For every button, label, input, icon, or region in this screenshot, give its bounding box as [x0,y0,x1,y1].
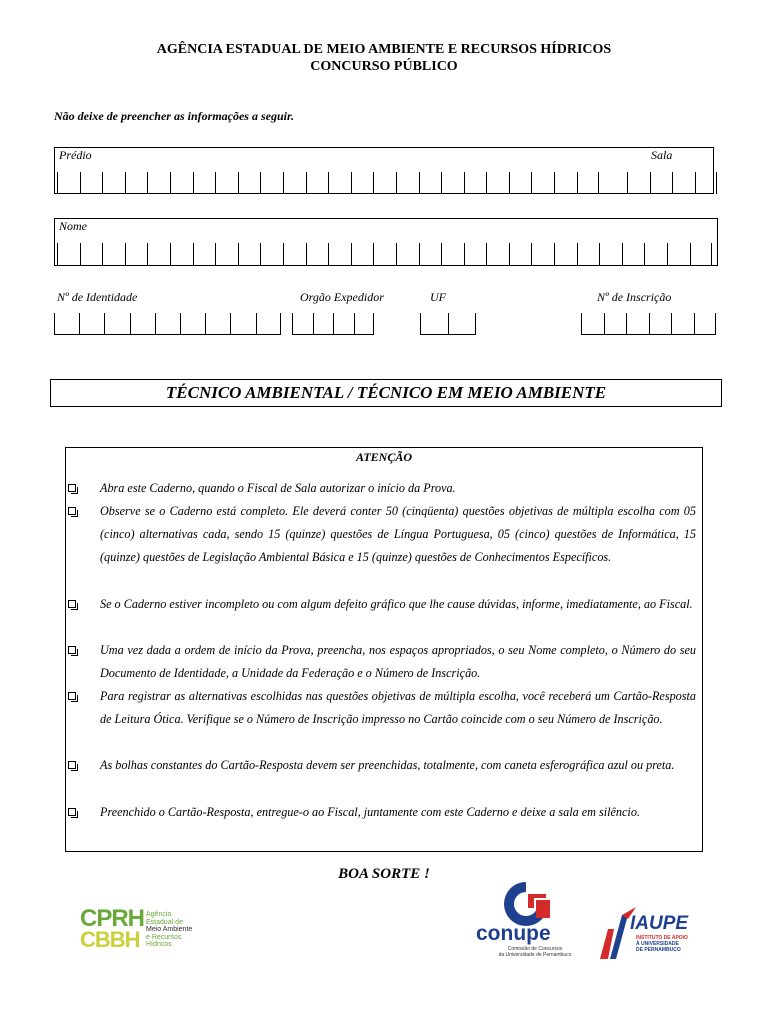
cprh-tagline: Agência Estadual de Meio Ambiente e Recursos Hídricos [146,911,193,948]
conupe-logo-text: conupe [476,922,551,945]
char-cell[interactable] [627,172,650,194]
char-cell[interactable] [260,172,283,194]
char-cell[interactable] [396,172,419,194]
predio-field[interactable] [57,172,599,194]
char-cell[interactable] [102,172,125,194]
char-cell[interactable] [695,172,718,194]
char-cell[interactable] [283,243,306,265]
cprh-logo [80,905,195,965]
iaupe-logo-text: IAUPE [630,913,689,934]
sala-field[interactable] [627,172,717,194]
char-cell[interactable] [57,172,80,194]
char-cell[interactable] [205,313,230,335]
char-cell[interactable] [667,243,690,265]
list-item: Uma vez dada a ordem de início da Prova, preencha, nos espaços apropriados, o seu Nome completo, o Número do seu Documento de Identidade, a Unidade da Federação e o Número de Inscrição. [68,639,696,685]
char-cell[interactable] [328,243,351,265]
char-cell[interactable] [441,172,464,194]
char-cell[interactable] [644,243,667,265]
char-cell[interactable] [509,172,532,194]
char-cell[interactable] [147,243,170,265]
header-subtitle: CONCURSO PÚBLICO [310,59,458,74]
char-cell[interactable] [531,243,554,265]
conupe-logo [474,878,588,962]
char-cell[interactable] [509,243,532,265]
inscricao-label: Nº de Inscrição [597,290,672,304]
list-item: Observe se o Caderno está completo. Ele deverá conter 50 (cinqüenta) questões objetivas de múltipla escolha com 05 (cinco) alternativas cada, sendo 15 (quinze) questões de Língua Portuguesa, 05 (cinco) questões de Informática, 15 (quinze) questões de Legislação Ambiental Básica e 15 (quinze) questões de Conhecimentos Específicos. [68,500,696,569]
char-cell[interactable] [577,243,600,265]
char-cell[interactable] [531,172,554,194]
orgao-field[interactable] [292,313,374,335]
char-cell[interactable] [104,313,129,335]
list-item: Se o Caderno estiver incompleto ou com algum defeito gráfico que lhe cause dúvidas, informe, imediatamente, ao Fiscal. [68,593,696,616]
inscricao-field[interactable] [581,313,716,335]
char-cell[interactable] [581,313,604,335]
char-cell[interactable] [193,243,216,265]
char-cell[interactable] [396,243,419,265]
char-cell[interactable] [193,172,216,194]
char-cell[interactable] [354,313,375,335]
char-cell[interactable] [694,313,717,335]
checkbox-bullet-icon [68,484,76,492]
list-item: As bolhas constantes do Cartão-Resposta devem ser preenchidas, totalmente, com caneta esferográfica azul ou preta. [68,754,696,777]
list-item: Preenchido o Cartão-Resposta, entregue-o ao Fiscal, juntamente com este Caderno e deixe a sala em silêncio. [68,801,696,824]
char-cell[interactable] [690,243,713,265]
char-cell[interactable] [306,243,329,265]
char-cell[interactable] [464,172,487,194]
iaupe-caption: INSTITUTO DE APOIO À UNIVERSIDADE DE PERNAMBUCO [636,935,688,953]
char-cell[interactable] [649,313,672,335]
char-cell[interactable] [554,172,577,194]
char-cell[interactable] [147,172,170,194]
checkbox-bullet-icon [68,507,76,515]
identidade-field[interactable] [54,313,281,335]
uf-field[interactable] [420,313,476,335]
char-cell[interactable] [554,243,577,265]
nome-field[interactable] [57,243,712,265]
checkbox-bullet-icon [68,600,76,608]
exam-title-banner: TÉCNICO AMBIENTAL / TÉCNICO EM MEIO AMBIENTE [50,379,722,407]
char-cell[interactable] [256,313,281,335]
checkbox-bullet-icon [68,761,76,769]
char-cell[interactable] [80,172,103,194]
char-cell[interactable] [420,313,448,335]
char-cell[interactable] [306,172,329,194]
char-cell[interactable] [180,313,205,335]
char-cell[interactable] [215,172,238,194]
char-cell[interactable] [672,172,695,194]
char-cell[interactable] [80,243,103,265]
predio-label: Prédio [59,148,92,162]
char-cell[interactable] [351,172,374,194]
char-cell[interactable] [419,243,442,265]
char-cell[interactable] [577,172,600,194]
sala-label: Sala [651,148,673,162]
char-cell[interactable] [599,243,622,265]
char-cell[interactable] [57,243,80,265]
checkbox-bullet-icon [68,808,76,816]
char-cell[interactable] [130,313,155,335]
header-title: AGÊNCIA ESTADUAL DE MEIO AMBIENTE E RECURSOS HÍDRICOS [156,42,612,57]
iaupe-logo [598,905,688,961]
char-cell[interactable] [441,243,464,265]
char-cell[interactable] [215,243,238,265]
uf-label: UF [430,290,446,304]
char-cell[interactable] [333,313,354,335]
char-cell[interactable] [486,172,509,194]
char-cell[interactable] [464,243,487,265]
char-cell[interactable] [328,172,351,194]
conupe-caption: Comissão de Concursos da Universidade de Pernambuco [498,946,572,958]
char-cell[interactable] [448,313,476,335]
char-cell[interactable] [671,313,694,335]
orgao-label: Orgão Expedidor [300,290,384,304]
char-cell[interactable] [419,172,442,194]
char-cell[interactable] [238,172,261,194]
checkbox-bullet-icon [68,692,76,700]
char-cell[interactable] [486,243,509,265]
char-cell[interactable] [54,313,79,335]
list-item: Para registrar as alternativas escolhidas nas questões objetivas de múltipla escolha, você receberá um Cartão-Resposta de Leitura Ótica. Verifique se o Número de Inscrição impresso no Cartão coincide com o seu Número de Inscrição. [68,685,696,731]
cbbh-logo-text: CBBH [80,927,140,952]
conupe-emblem-icon [498,878,554,928]
char-cell[interactable] [170,172,193,194]
char-cell[interactable] [102,243,125,265]
char-cell[interactable] [351,243,374,265]
char-cell[interactable] [650,172,673,194]
char-cell[interactable] [238,243,261,265]
checkbox-bullet-icon [68,646,76,654]
identidade-label: Nº de Identidade [57,290,138,304]
instruction-text: Não deixe de preencher as informações a seguir. [54,109,294,123]
char-cell[interactable] [170,243,193,265]
char-cell[interactable] [313,313,334,335]
char-cell[interactable] [292,313,313,335]
closing-message: BOA SORTE ! [338,866,430,882]
char-cell[interactable] [604,313,627,335]
char-cell[interactable] [125,243,148,265]
cprh-logo-text: CPRH [80,905,145,932]
char-cell[interactable] [260,243,283,265]
char-cell[interactable] [373,243,396,265]
list-item: Abra este Caderno, quando o Fiscal de Sala autorizar o início da Prova. [68,477,696,500]
char-cell[interactable] [626,313,649,335]
char-cell[interactable] [230,313,255,335]
attention-title: ATENÇÃO [355,450,412,464]
nome-label: Nome [59,219,87,233]
char-cell[interactable] [283,172,306,194]
char-cell[interactable] [125,172,148,194]
char-cell[interactable] [622,243,645,265]
char-cell[interactable] [155,313,180,335]
char-cell[interactable] [79,313,104,335]
char-cell[interactable] [373,172,396,194]
